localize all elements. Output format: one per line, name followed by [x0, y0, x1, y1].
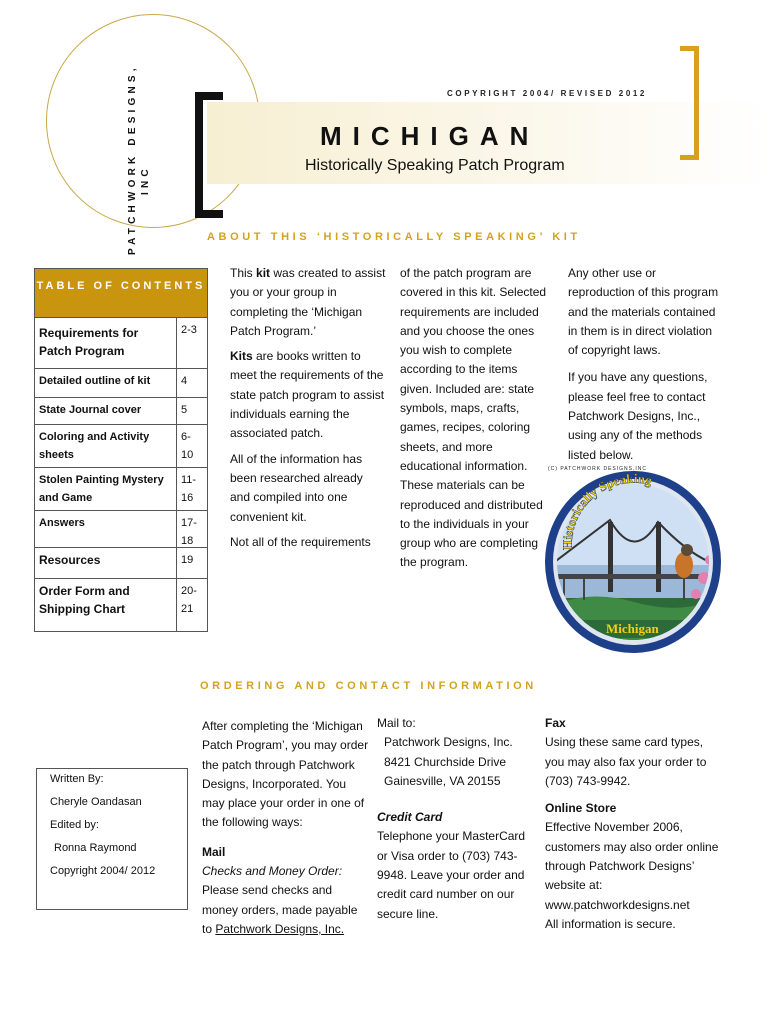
mail-instructions: Please send checks and money orders, made payable to Patchwork Designs, Inc. [202, 883, 358, 936]
author-name: Cheryle Oandasan [50, 796, 142, 808]
toc-row: Detailed outline of kit 4 [35, 368, 207, 397]
company-vertical-name: PATCHWORK DESIGNS, INC [127, 64, 151, 255]
left-bracket-decoration [195, 92, 223, 218]
toc-row: Order Form and Shipping Chart 20-21 [35, 578, 207, 631]
credits-copyright: Copyright 2004/ 2012 [50, 865, 156, 877]
about-para-1: This kit was created to assist you or your group in completing the ‘Michigan Patch Program.’ [230, 266, 386, 338]
toc-heading: TABLE OF CONTENTS [35, 269, 207, 317]
online-store-heading: Online Store [545, 801, 617, 816]
secure-note: All information is secure. [545, 916, 676, 931]
written-by-label: Written By: [50, 773, 104, 785]
mail-to-label: Mail to: [377, 716, 416, 730]
toc-row: State Journal cover 5 [35, 397, 207, 424]
address-line-1: Patchwork Designs, Inc. [384, 735, 513, 750]
fax-text: Using these same card types, you may also fax your order to (703) 743-9942. [545, 735, 707, 788]
about-column-1 [230, 264, 386, 552]
page-title: MICHIGAN [320, 121, 540, 151]
credits-box [36, 768, 188, 910]
address-line-3: Gainesville, VA 20155 [384, 773, 501, 788]
table-of-contents [34, 268, 208, 632]
mail-subheading: Checks and Money Order: [202, 864, 343, 879]
ordering-column-1 [202, 717, 370, 939]
about-copyright-notice: Any other use or reproduction of this program and the materials contained in them is in direct violation of copyright laws. [568, 266, 719, 358]
ordering-column-3 [545, 714, 725, 934]
ordering-intro: After completing the ‘Michigan Patch Program’, you may order the patch through Patchwork Designs, Incorporated. You may place your order in one of the following ways: [202, 719, 369, 830]
toc-row: Answers 17-18 [35, 510, 207, 547]
toc-row: Resources 19 [35, 547, 207, 578]
about-para-2: Kits are books written to meet the requirements of the state patch program to assist individuals earning the associated patch. [230, 349, 385, 441]
patch-label: Michigan [606, 621, 659, 636]
payee-link: Patchwork Designs, Inc. [215, 921, 345, 936]
address-line-2: 8421 Churchside Drive [384, 754, 507, 769]
ordering-heading: ORDERING AND CONTACT INFORMATION [200, 680, 537, 692]
toc-row: Stolen Painting Mystery and Game 11-16 [35, 467, 207, 510]
patch-caption: (C) PATCHWORK DESIGNS,INC [548, 466, 647, 472]
about-column-2: of the patch program are covered in this kit. Selected requirements are included and you choose the ones you wish to complete according to the items given. Included are: state symbols, maps, crafts, games, recipes, coloring sheets, and more educational information. These materials can be reproduced and distributed to the individuals in your group who are completing the program. [400, 266, 547, 570]
page-subtitle: Historically Speaking Patch Program [305, 157, 565, 174]
about-para-4: Not all of the requirements [230, 534, 371, 549]
copyright-line: COPYRIGHT 2004/ REVISED 2012 [447, 89, 647, 98]
website-link[interactable]: www.patchworkdesigns.net [545, 897, 690, 912]
online-store-text: Effective November 2006, customers may also order online through Patchwork Designs’ website at: [545, 820, 719, 893]
toc-row: Coloring and Activity sheets 6-10 [35, 424, 207, 467]
edited-by-label: Edited by: [50, 819, 99, 831]
right-bracket-decoration [680, 46, 699, 160]
about-para-3: All of the information has been researched already and compiled into one convenient kit. [230, 451, 363, 524]
ordering-column-2 [377, 714, 532, 924]
michigan-patch-image [544, 470, 722, 654]
patch-arc-text: Historically Speaking [559, 470, 654, 551]
credit-card-text: Telephone your MasterCard or Visa order to (703) 743-9948. Leave your order and credit card number on our secure line. [377, 829, 526, 921]
credit-card-heading: Credit Card [377, 810, 443, 825]
about-contact-note: If you have any questions, please feel free to contact Patchwork Designs, Inc., using any of the methods listed below. [568, 370, 708, 462]
editor-name: Ronna Raymond [54, 842, 137, 854]
about-heading: ABOUT THIS ‘HISTORICALLY SPEAKING’ KIT [207, 231, 581, 243]
about-column-3 [568, 264, 724, 465]
toc-row: Requirements for Patch Program 2-3 [35, 317, 207, 368]
mail-heading: Mail [202, 844, 226, 859]
fax-heading: Fax [545, 716, 566, 730]
